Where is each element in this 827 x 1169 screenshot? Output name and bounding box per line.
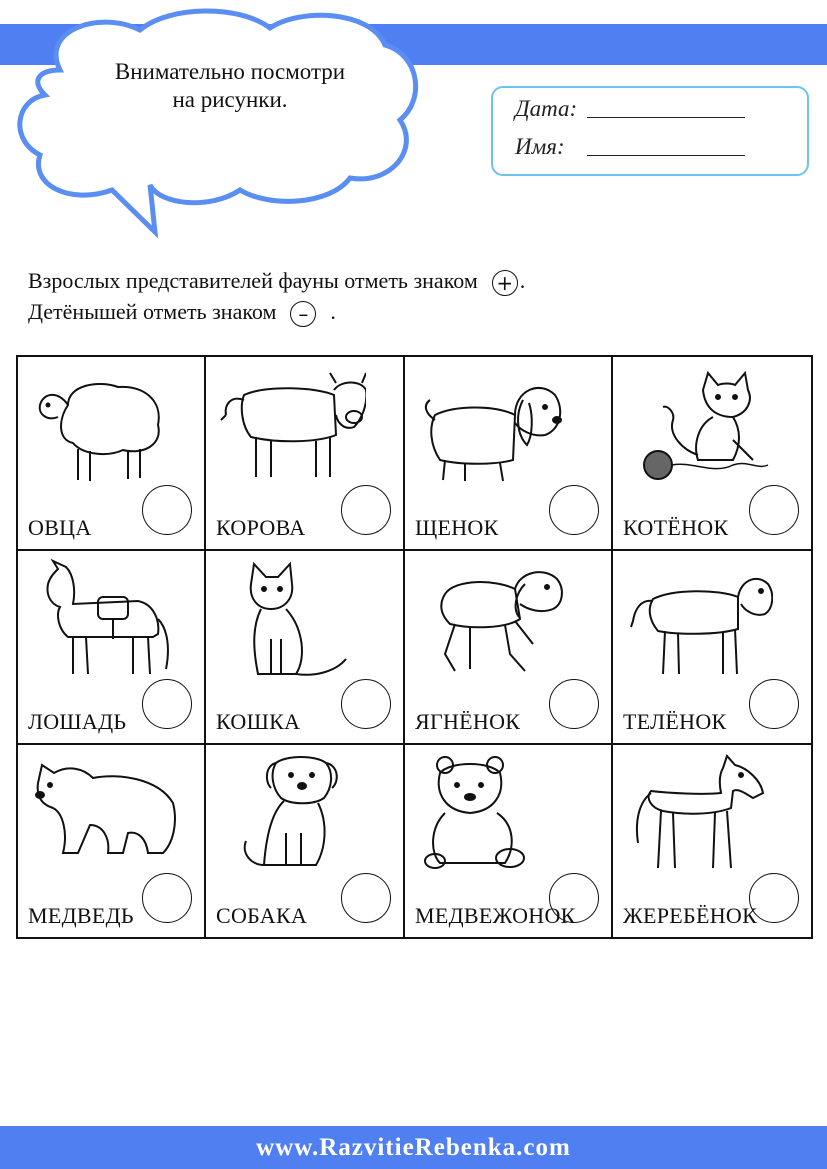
bear-icon xyxy=(28,753,178,873)
name-row xyxy=(515,134,745,160)
name-field[interactable] xyxy=(587,155,745,156)
answer-circle[interactable] xyxy=(749,679,799,729)
cell-label: МЕДВЕЖОНОК xyxy=(415,903,576,928)
cell-puppy xyxy=(405,357,613,551)
instruction-line1-text: Взрослых представителей фауны отметь знаком xyxy=(28,268,478,293)
cell-label: КОТЁНОК xyxy=(623,515,729,540)
footer-band xyxy=(0,1126,827,1169)
animal-grid xyxy=(16,355,813,939)
cell-label: ЩЕНОК xyxy=(415,515,499,540)
cell-horse xyxy=(18,551,206,745)
cloud-text xyxy=(70,58,390,114)
cell-kitten xyxy=(613,357,811,551)
cow-icon xyxy=(216,365,366,485)
cell-calf xyxy=(613,551,811,745)
cell-label: КОШКА xyxy=(216,709,301,734)
answer-circle[interactable] xyxy=(142,485,192,535)
answer-circle[interactable] xyxy=(142,873,192,923)
speech-cloud xyxy=(0,0,440,240)
minus-circle-icon: – xyxy=(290,301,316,327)
instruction-line2 xyxy=(28,299,336,327)
cat-icon xyxy=(216,559,366,679)
cloud-text-line2: на рисунки. xyxy=(172,87,288,112)
answer-circle[interactable] xyxy=(549,485,599,535)
cell-label: ЖЕРЕБЁНОК xyxy=(623,903,758,928)
instruction-line1 xyxy=(28,268,525,296)
instruction-line1-end: . xyxy=(519,268,526,293)
cell-label: ЛОШАДЬ xyxy=(28,709,127,734)
kitten-icon xyxy=(623,365,773,485)
cloud-text-line1: Внимательно посмотри xyxy=(114,59,346,84)
footer-site-link[interactable]: www.RazvitieRebenka.com xyxy=(256,1134,571,1161)
answer-circle[interactable] xyxy=(341,873,391,923)
instruction-line2-text: Детёнышей отметь знаком xyxy=(28,299,277,324)
calf-icon xyxy=(623,559,773,679)
cell-label: МЕДВЕДЬ xyxy=(28,903,134,928)
cell-label: ЯГНЁНОК xyxy=(415,709,521,734)
horse-icon xyxy=(28,559,178,679)
date-label: Дата: xyxy=(515,96,578,121)
cell-label: СОБАКА xyxy=(216,903,308,928)
cell-sheep xyxy=(18,357,206,551)
cell-bear xyxy=(18,745,206,937)
cell-label: КОРОВА xyxy=(216,515,306,540)
info-box xyxy=(491,86,809,176)
cell-label: ОВЦА xyxy=(28,515,92,540)
date-row xyxy=(515,96,745,122)
answer-circle[interactable] xyxy=(549,679,599,729)
cell-foal xyxy=(613,745,811,937)
answer-circle[interactable] xyxy=(749,485,799,535)
lamb-icon xyxy=(415,559,565,679)
answer-circle[interactable] xyxy=(142,679,192,729)
cell-dog xyxy=(206,745,405,937)
instruction-line2-end: . xyxy=(330,299,336,324)
cell-cow xyxy=(206,357,405,551)
answer-circle[interactable] xyxy=(341,485,391,535)
cell-lamb xyxy=(405,551,613,745)
cell-bear-cub xyxy=(405,745,613,937)
name-label: Имя: xyxy=(515,134,565,159)
foal-icon xyxy=(623,753,773,873)
date-field[interactable] xyxy=(587,117,745,118)
bear-cub-icon xyxy=(415,753,565,873)
plus-circle-icon: + xyxy=(492,270,518,296)
puppy-icon xyxy=(415,365,565,485)
cell-cat xyxy=(206,551,405,745)
cell-label: ТЕЛЁНОК xyxy=(623,709,727,734)
answer-circle[interactable] xyxy=(341,679,391,729)
dog-icon xyxy=(216,753,366,873)
sheep-icon xyxy=(28,365,178,485)
